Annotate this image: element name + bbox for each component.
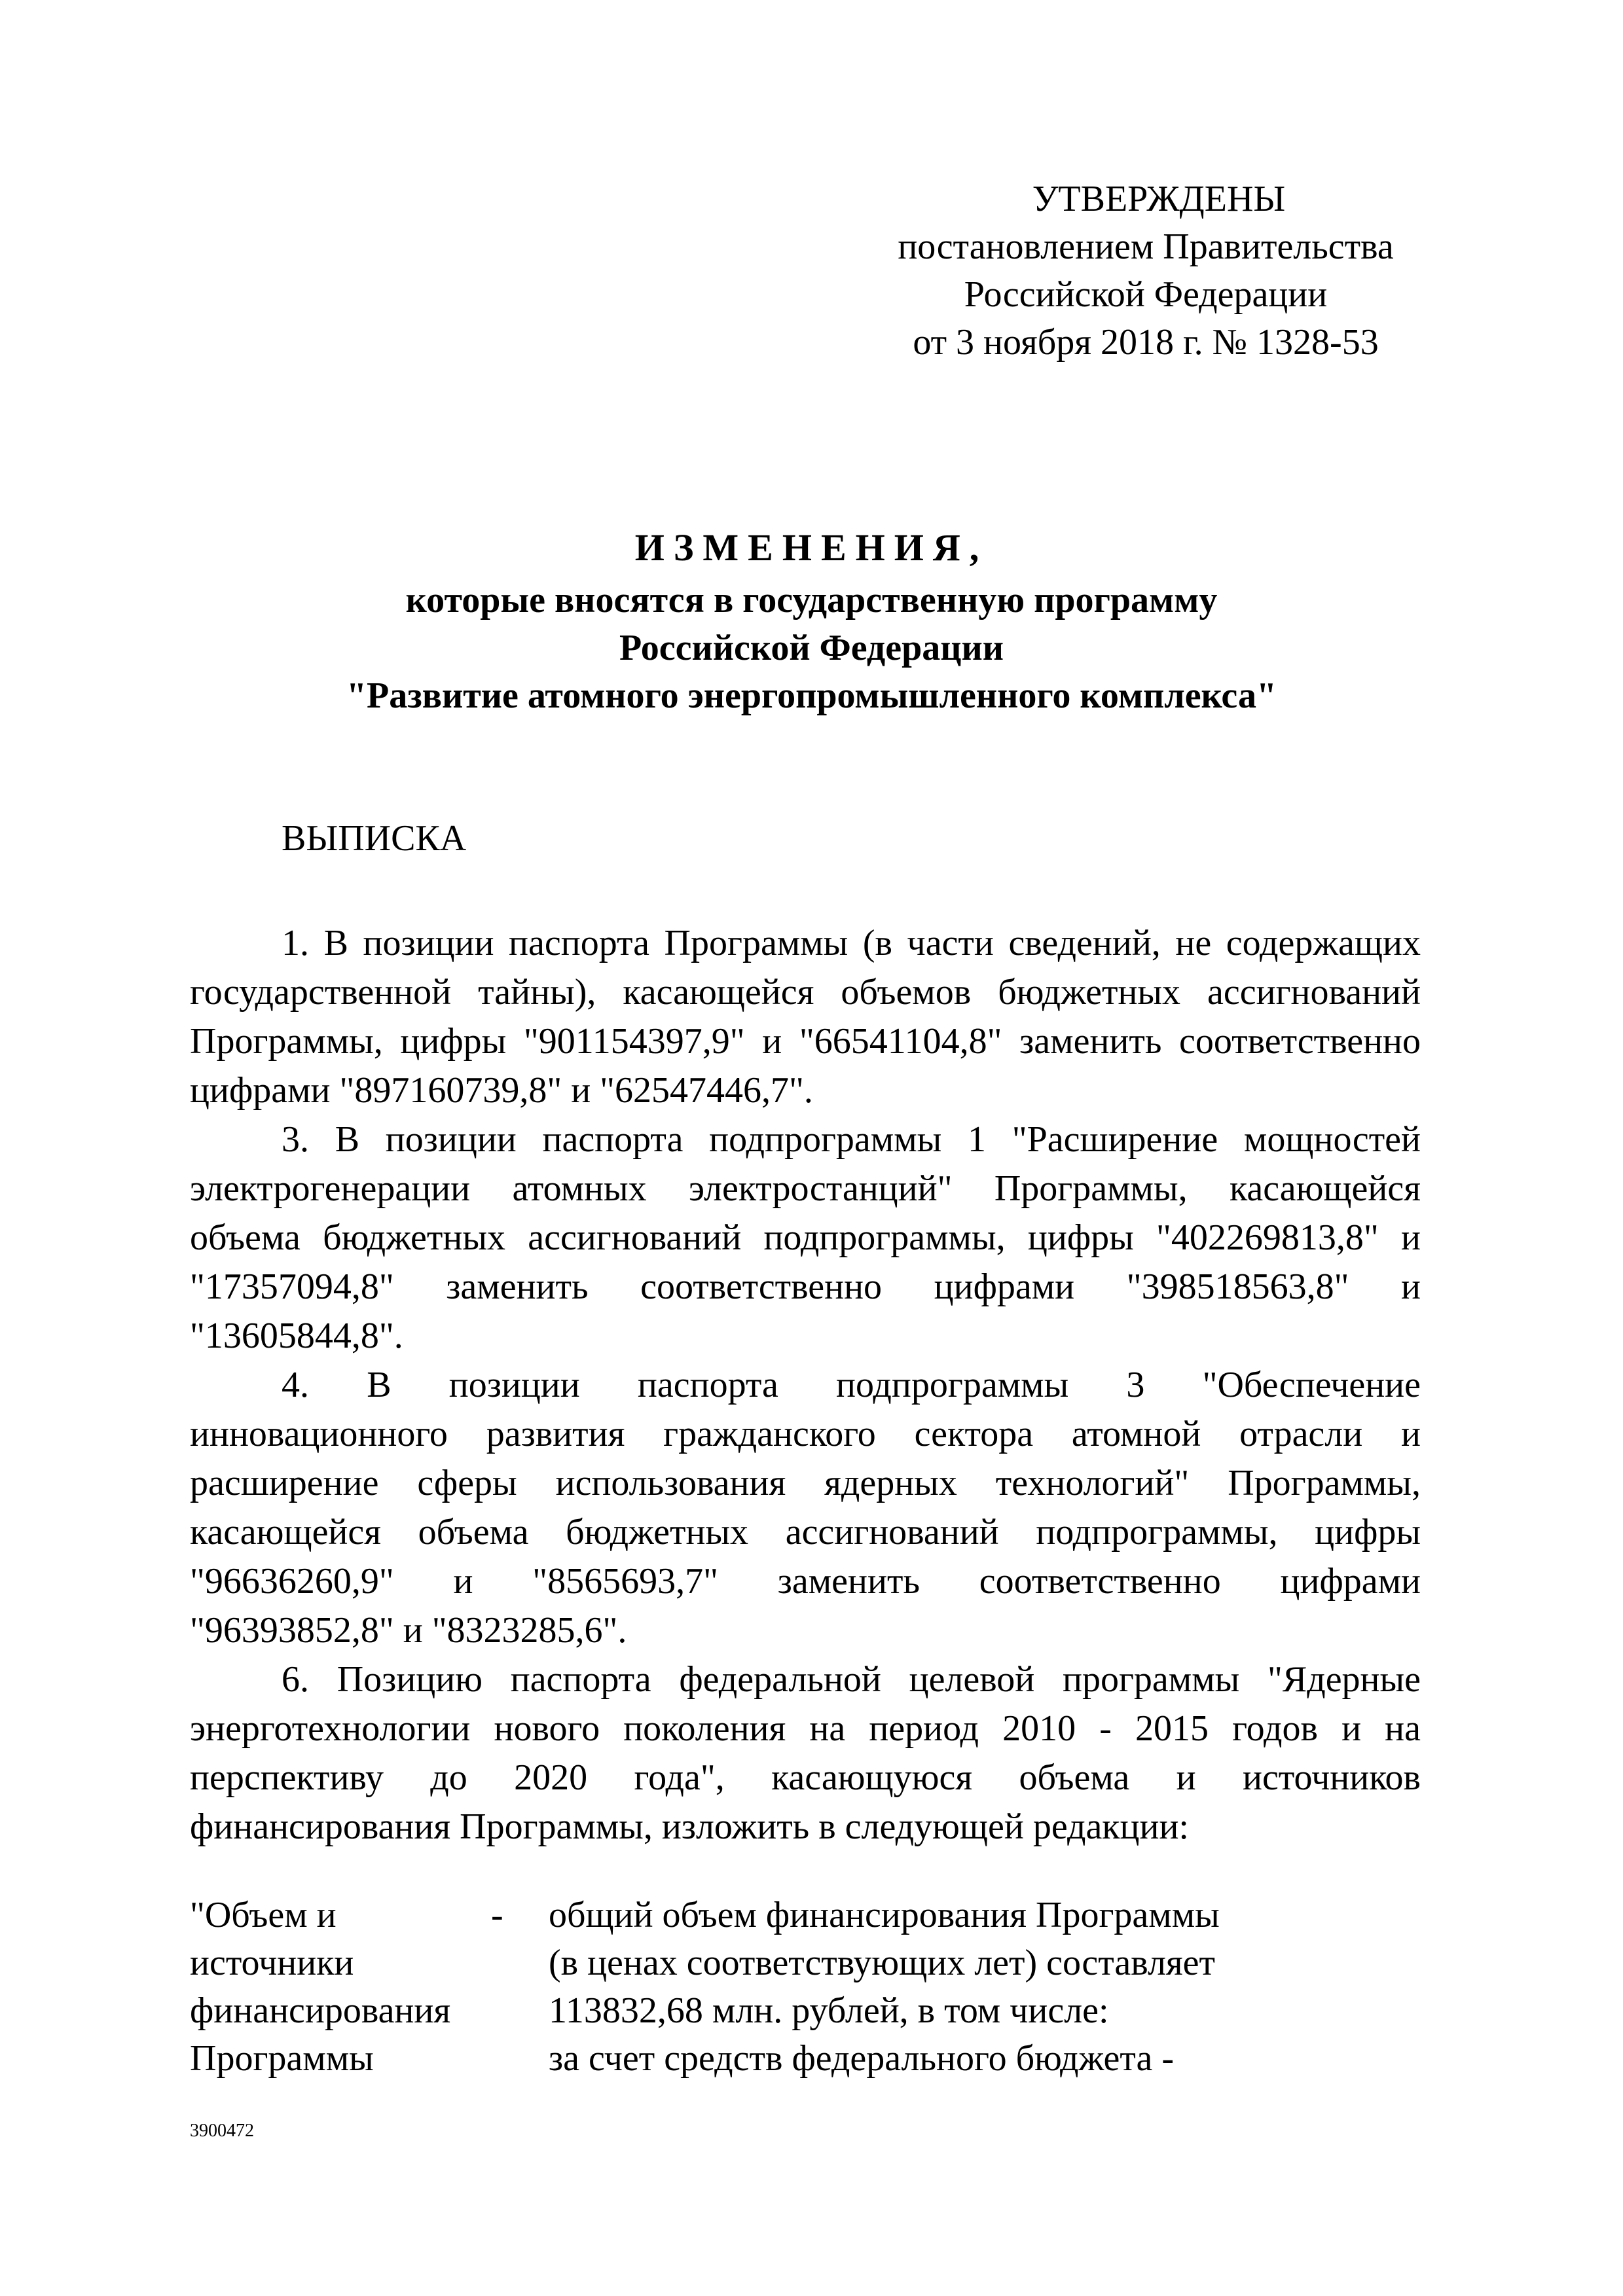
approval-line: от 3 ноября 2018 г. № 1328-53	[913, 322, 1379, 363]
paragraph-1-line: 1. В позиции паспорта Программы (в части сведений, не содержащих	[282, 923, 1421, 963]
paragraph-1-line: государственной тайны), касающейся объемов бюджетных ассигнований	[190, 972, 1421, 1013]
passport-value	[549, 1892, 1220, 2083]
passport-value-line: общий объем финансирования Программы	[549, 1895, 1220, 1935]
paragraph-4-line: расширение сферы использования ядерных технологий" Программы,	[190, 1463, 1421, 1503]
passport-label	[190, 1892, 450, 2083]
paragraph-3-line: электрогенерации атомных электростанций" Программы, касающейся	[190, 1168, 1421, 1209]
approval-stamp	[851, 175, 1440, 367]
paragraph-4-line: "96393852,8" и "8323285,6".	[190, 1610, 627, 1651]
title-line: которые вносятся в государственную программу	[405, 580, 1218, 620]
paragraph-1-line: цифрами "897160739,8" и "62547446,7".	[190, 1070, 813, 1111]
passport-value-line: (в ценах соответствующих лет) составляет	[549, 1943, 1216, 1983]
passport-label-line: финансирования	[190, 1990, 451, 2031]
document-code: 3900472	[190, 2121, 254, 2141]
paragraph-4-line: касающейся объема бюджетных ассигнований подпрограммы, цифры	[190, 1512, 1421, 1552]
paragraph-4-line: 4. В позиции паспорта подпрограммы 3 "Обеспечение	[282, 1365, 1421, 1405]
document-title	[0, 524, 1623, 720]
title-line: "Развитие атомного энергопромышленного комплекса"	[346, 675, 1277, 716]
passport-value-line: 113832,68 млн. рублей, в том числе:	[549, 1990, 1109, 2031]
paragraph-6-line: перспективу до 2020 года", касающуюся объема и источников	[190, 1757, 1421, 1798]
paragraph-6-line: финансирования Программы, изложить в следующей редакции:	[190, 1806, 1189, 1847]
approval-line: Российской Федерации	[964, 274, 1328, 315]
paragraph-3-line: объема бюджетных ассигнований подпрограммы, цифры "402269813,8" и	[190, 1217, 1421, 1258]
extract-label: ВЫПИСКА	[282, 818, 467, 859]
passport-value-line: за счет средств федерального бюджета -	[549, 2038, 1175, 2079]
paragraph-3-line: "13605844,8".	[190, 1316, 403, 1356]
paragraph-4-line: инновационного развития гражданского сектора атомной отрасли и	[190, 1414, 1421, 1454]
paragraph-3-line: "17357094,8" заменить соответственно цифрами "398518563,8" и	[190, 1266, 1421, 1307]
passport-label-line: "Объем и	[190, 1895, 337, 1935]
title-line: Российской Федерации	[619, 628, 1004, 668]
passport-label-line: Программы	[190, 2038, 374, 2079]
paragraph-3-line: 3. В позиции паспорта подпрограммы 1 "Расширение мощностей	[282, 1119, 1421, 1160]
approval-line: постановлением Правительства	[898, 226, 1394, 267]
paragraph-6-line: энерготехнологии нового поколения на период 2010 - 2015 годов и на	[190, 1708, 1421, 1749]
paragraph-6-line: 6. Позицию паспорта федеральной целевой программы "Ядерные	[282, 1659, 1421, 1700]
title-main: ИЗМЕНЕНИЯ,	[634, 526, 989, 569]
paragraph-4-line: "96636260,9" и "8565693,7" заменить соответственно цифрами	[190, 1561, 1421, 1602]
passport-dash: -	[491, 1895, 503, 1935]
paragraph-1-line: Программы, цифры "901154397,9" и "66541104,8" заменить соответственно	[190, 1021, 1421, 1062]
approval-heading: УТВЕРЖДЕНЫ	[1032, 179, 1286, 219]
passport-label-line: источники	[190, 1943, 354, 1983]
